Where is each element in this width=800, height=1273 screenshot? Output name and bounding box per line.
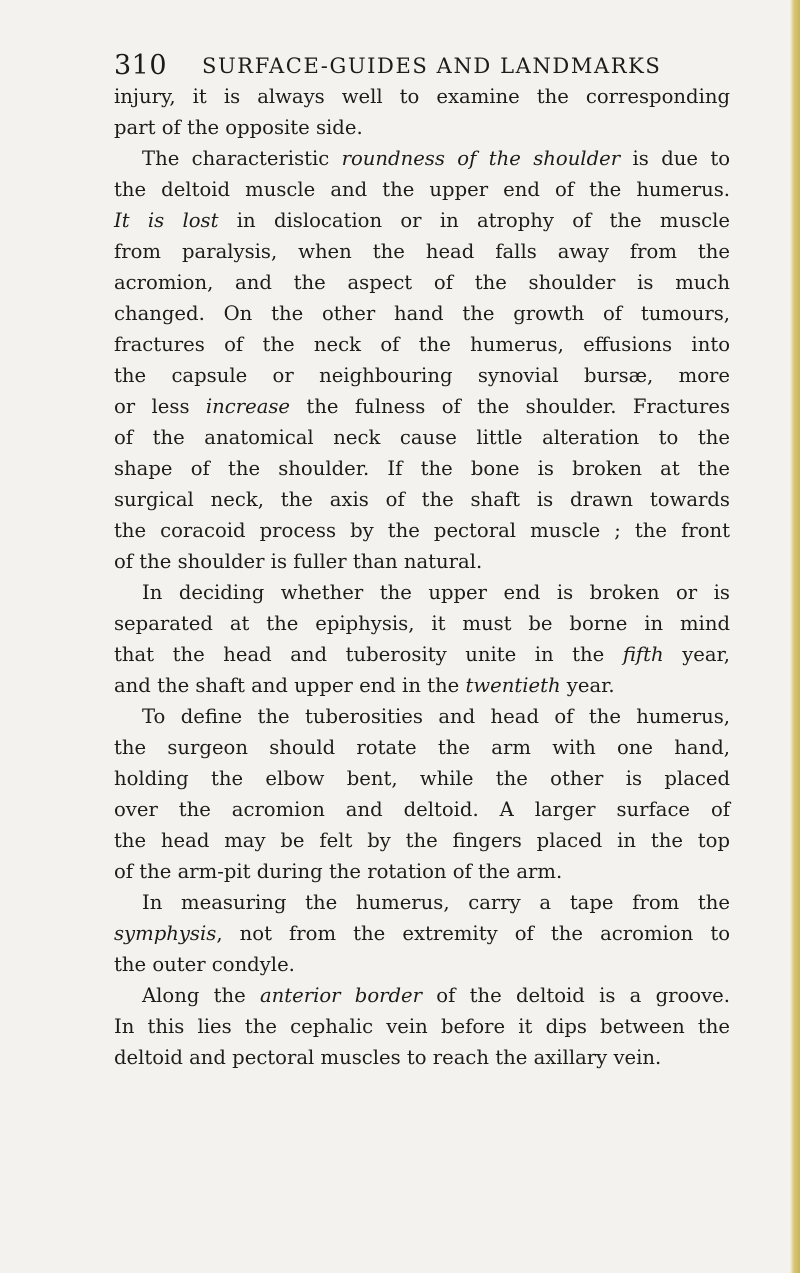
text-line: In this lies the cephalic vein before it dips between the — [114, 1015, 730, 1038]
text-line: In deciding whether the upper end is broken or is — [142, 581, 730, 604]
text-line — [114, 391, 730, 422]
text-line — [114, 918, 730, 949]
text-line: changed. On the other hand the growth of tumours, — [114, 302, 730, 325]
text-line: In measuring the humerus, carry a tape from the — [142, 891, 730, 914]
text-line: the surgeon should rotate the arm with one hand, — [114, 736, 730, 759]
text-line: the deltoid muscle and the upper end of the humerus. — [114, 178, 730, 201]
text-line: holding the elbow bent, while the other is placed — [114, 767, 730, 790]
text-line: To define the tuberosities and head of the humerus, — [142, 705, 730, 728]
text-span: of the deltoid is a groove. — [422, 984, 730, 1007]
text-span: in dislocation or in atrophy of the muscle — [218, 209, 731, 232]
text-line — [114, 639, 730, 670]
text-span: is due to — [620, 147, 731, 170]
text-line: of the anatomical neck cause little alteration to the — [114, 426, 730, 449]
text-line: the capsule or neighbouring synovial bursæ, more — [114, 364, 730, 387]
page-number: 310 — [114, 50, 168, 81]
text-line: acromion, and the aspect of the shoulder is much — [114, 271, 730, 294]
text-line: separated at the epiphysis, it must be borne in mind — [114, 612, 730, 635]
text-span: The characteristic — [142, 147, 342, 170]
page-edge — [790, 0, 800, 1273]
text-span: and the shaft and upper end in the — [114, 674, 466, 697]
text-span: year, — [663, 643, 730, 666]
body-text — [114, 81, 730, 1073]
text-line: the coracoid process by the pectoral muscle ; the front — [114, 519, 730, 542]
text-line: surgical neck, the axis of the shaft is drawn towards — [114, 488, 730, 511]
text-span: year. — [560, 674, 615, 697]
text-line: of the arm-pit during the rotation of the arm. — [114, 860, 563, 883]
text-span: the fulness of the shoulder. Fractures — [290, 395, 730, 418]
text-line: shape of the shoulder. If the bone is broken at the — [114, 457, 730, 480]
text-span: that the head and tuberosity unite in the — [114, 643, 623, 666]
text-span: , not from the extremity of the acromion to — [216, 922, 730, 945]
emphasis-text: roundness of the shoulder — [341, 147, 621, 170]
emphasis-text: symphysis — [114, 922, 217, 945]
text-line: from paralysis, when the head falls away from the — [114, 240, 730, 263]
text-line: of the shoulder is fuller than natural. — [114, 550, 483, 573]
text-line: over the acromion and deltoid. A larger surface of — [114, 798, 730, 821]
text-line: the outer condyle. — [114, 953, 295, 976]
emphasis-text: increase — [205, 395, 291, 418]
text-line: deltoid and pectoral muscles to reach the axillary vein. — [114, 1046, 662, 1069]
text-line: part of the opposite side. — [114, 116, 363, 139]
text-line: fractures of the neck of the humerus, effusions into — [114, 333, 730, 356]
text-line — [114, 205, 730, 236]
text-line: the head may be felt by the fingers placed in the top — [114, 829, 730, 852]
text-line — [114, 670, 730, 701]
text-line — [114, 980, 730, 1011]
text-span: Along the — [142, 984, 260, 1007]
text-span: or less — [114, 395, 206, 418]
emphasis-text: fifth — [622, 643, 664, 666]
running-head: SURFACE-GUIDES AND LANDMARKS — [202, 54, 662, 78]
emphasis-text: It is lost — [114, 209, 219, 232]
emphasis-text: twentieth — [465, 674, 561, 697]
text-line — [114, 143, 730, 174]
text-line: injury, it is always well to examine the corresponding — [114, 85, 730, 108]
emphasis-text: anterior border — [259, 984, 423, 1007]
